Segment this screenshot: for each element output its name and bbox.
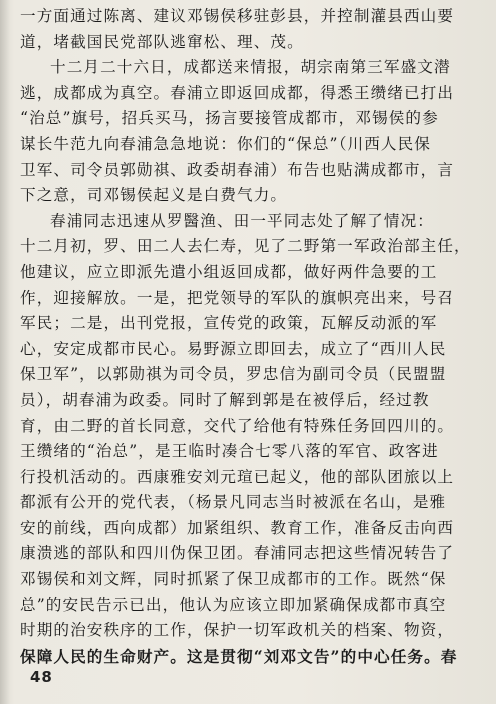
text-line: 他建议，应立即派先遣小组返回成都，做好两件急要的工 (20, 262, 438, 281)
text-line: 十二月初，罗、田二人去仁寿，见了二野第一军政治部主任， (20, 237, 471, 256)
text-line: 春浦同志迅速从罗醫渔、田一平同志处了解了情况： (50, 211, 434, 230)
text-line: 邓锡侯和刘文辉，同时抓紧了保卫成都市的工作。既然“保 (20, 570, 447, 589)
page-number: 48 (30, 668, 53, 686)
text-line: 一方面通过陈离、建议邓锡侯移驻彭县，并控制灌县西山要 (20, 7, 455, 25)
text-line: 道，堵截国民党部队逃窜松、理、茂。 (20, 32, 304, 51)
text-line: 都派有公开的党代表，（杨景凡同志当时被派在名山，是雅 (20, 493, 447, 512)
text-line: 康溃逃的部队和四川伪保卫团。春浦同志把这些情况转告了 (20, 544, 455, 563)
text-line: 时期的治安秩序的工作，保护一切军政机关的档案、物资， (20, 621, 455, 640)
text-line: 王缵绪的“治总”，是王临时凑合七零八落的军官、政客进 (20, 442, 439, 461)
text-line: 行投机活动的。西康雅安刘元瑄已起义，他的部队团旅以上 (20, 467, 455, 486)
text-line: “治总”旗号，招兵买马，扬言要接管成都市，邓锡侯的参 (20, 109, 439, 128)
text-line: 保卫军”，以郭勋祺为司令员，罗忠信为副司令员（民盟盟 (20, 365, 447, 384)
text-line: 军民；二是，出刊党报，宣传党的政策，瓦解反动派的军 (20, 314, 438, 333)
text-line: 卫军、司令员郭勋祺、政委胡春浦）布告也贴满成都市，言 (20, 160, 455, 179)
text-line: 下之意，司邓锡侯起义是白费气力。 (20, 186, 288, 205)
body-text (20, 4, 476, 669)
text-line: 作，迎接解放。一是，把党领导的军队的旗帜亮出来，号召 (20, 288, 455, 307)
text-line: 十二月二十六日，成都送来情报，胡宗南第三军盛文潜 (50, 58, 451, 77)
text-line: 逃，成都成为真空。春浦立即返回成都，得悉王缵绪已打出 (20, 83, 455, 102)
text-line: 员），胡春浦为政委。同时了解到郭是在被俘后，经过教 (20, 390, 430, 409)
text-line: 育，由二野的首长同意，交代了给他有特殊任务回四川的。 (20, 416, 455, 435)
text-line: 心，安定成都市民心。易野源立即回去，成立了“西川人民 (20, 339, 447, 358)
text-line: 安的前线，西向成都）加紧组织、教育工作，准备反击向西 (20, 518, 455, 537)
page-gutter-shadow (0, 0, 10, 704)
text-line: 保障人民的生命财产。这是贯彻“刘邓文告”的中心任务。春 (20, 646, 458, 666)
text-line: 总”的安民告示已出，他认为应该立即加紧确保成都市真空 (20, 595, 447, 614)
text-line: 谋长牛范九向春浦急急地说：你们的“保总”（川西人民保 (20, 134, 431, 153)
